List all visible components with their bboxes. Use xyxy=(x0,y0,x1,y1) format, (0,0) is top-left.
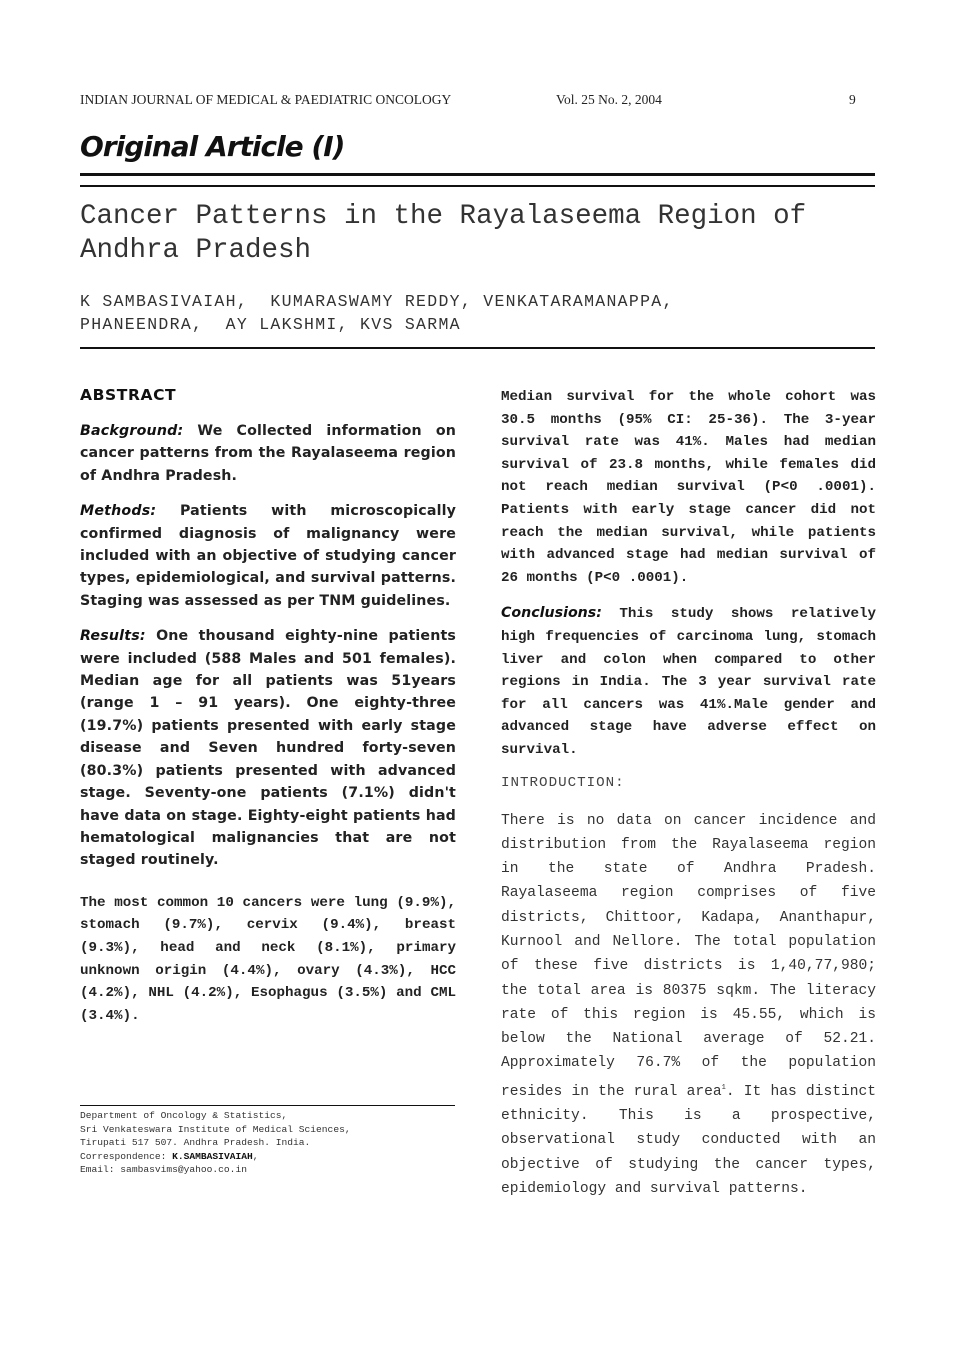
footnote-rule xyxy=(80,1105,455,1106)
article-type: Original Article (I) xyxy=(80,130,345,163)
background-text: We Collected information on cancer patterns from the Rayalaseema region of Andhra Pradesh. xyxy=(80,423,456,484)
right-column xyxy=(501,386,876,1201)
authors-rule xyxy=(80,347,875,349)
journal-name: INDIAN JOURNAL OF MEDICAL & PAEDIATRIC ONCOLOGY xyxy=(80,92,452,107)
authors-line-2: PHANEENDRA, AY LAKSHMI, KVS SARMA xyxy=(80,315,461,334)
footnote-department: Department of Oncology & Statistics, xyxy=(80,1110,288,1121)
header-rule-thick xyxy=(80,173,875,176)
footnote-correspondence xyxy=(80,1150,460,1164)
conclusions-text: This study shows relatively high frequencies of carcinoma lung, stomach liver and colon when compared to other regions in India. The 3 year survival rate for all cancers was 41%.Male gender and advanced stage have adverse effect on survival. xyxy=(501,606,876,758)
article-title: Cancer Patterns in the Rayalaseema Region of Andhra Pradesh xyxy=(80,201,807,266)
footnote-institute: Sri Venkateswara Institute of Medical Sciences, xyxy=(80,1123,351,1135)
affiliation-footnote xyxy=(80,1109,460,1177)
abstract-results xyxy=(80,625,456,871)
abstract-common-cancers: The most common 10 cancers were lung (9.9%), stomach (9.7%), cervix (9.4%), breast (9.3%), head and neck (8.1%), primary unknown origin (4.4%), ovary (4.3%), HCC (4.2%), NHL (4.2%), Esophagus (3.5%) and CML (3.4%). xyxy=(80,894,456,1024)
results-label: Results: xyxy=(80,628,146,645)
abstract-conclusions xyxy=(501,602,876,761)
authors-line-1: K SAMBASIVAIAH, KUMARASWAMY REDDY, VENKATARAMANAPPA, xyxy=(80,292,674,311)
author-list xyxy=(80,290,880,336)
abstract-background xyxy=(80,420,456,487)
conclusions-label: Conclusions: xyxy=(501,605,602,622)
abstract-methods xyxy=(80,500,456,612)
abstract-heading: ABSTRACT xyxy=(80,386,177,404)
abstract-survival: Median survival for the whole cohort was 30.5 months (95% CI: 25-36). The 3-year survival rate was 41%. Males had median survival of 23.8 months, while females did not reach median survival (P<0 .0001). Patients with early stage cancer did not reach the median survival, while patients with advanced stage had median survival of 26 months (P<0 .0001). xyxy=(501,389,876,586)
introduction-heading: INTRODUCTION: xyxy=(501,774,625,791)
header-rule-thin xyxy=(80,185,875,187)
volume-info: Vol. 25 No. 2, 2004 xyxy=(556,92,662,107)
methods-text: Patients with microscopically confirmed diagnosis of malignancy were included with an objective of studying cancer types, epidemiological, and survival patterns. Staging was assessed as per TNM guidelines. xyxy=(80,503,456,609)
reference-marker[interactable]: 1 xyxy=(721,1083,726,1092)
footnote-address: Tirupati 517 507. Andhra Pradesh. India. xyxy=(80,1137,311,1149)
introduction-paragraph xyxy=(501,809,876,1202)
correspondence-label: Correspondence: xyxy=(80,1150,173,1162)
left-column xyxy=(80,386,456,1040)
background-label: Background: xyxy=(80,423,184,439)
correspondence-suffix: , xyxy=(252,1150,259,1162)
footnote-email[interactable]: Email: sambasvims@yahoo.co.in xyxy=(80,1164,247,1176)
methods-label: Methods: xyxy=(80,503,157,520)
intro-text-1: There is no data on cancer incidence and distribution from the Rayalaseema region in the state of Andhra Pradesh. Rayalaseema region comprises of five districts, Chittoor, Kadapa, Ananthapur, Kurnool and Nellore. The total population of these five districts is 1,40,77,980; the total area is 80375 sqkm. The literacy rate of this region is 45.55, which is below the National average of 52.21. Approximately 76.7% of the population resides in the rural area xyxy=(501,812,876,1100)
page-number: 9 xyxy=(849,92,856,107)
intro-text-2: . It has distinct ethnicity. This is a prospective, observational study conducted with an objective of studying the cancer types, epidemiology and survival patterns. xyxy=(501,1083,876,1197)
correspondence-name: K.SAMBASIVAIAH xyxy=(172,1150,253,1162)
results-text: One thousand eighty-nine patients were included (588 Males and 501 females). Median age for all patients was 51years (range 1 – 91 years). One eighty-three (19.7%) patients presented with early stage disease and Seven hundred forty-seven (80.3%) patients presented with advanced stage. Seventy-one patients (7.1%) didn't have data on stage. Eighty-eight patients had hematological malignancies that are not staged routinely. xyxy=(80,628,456,869)
